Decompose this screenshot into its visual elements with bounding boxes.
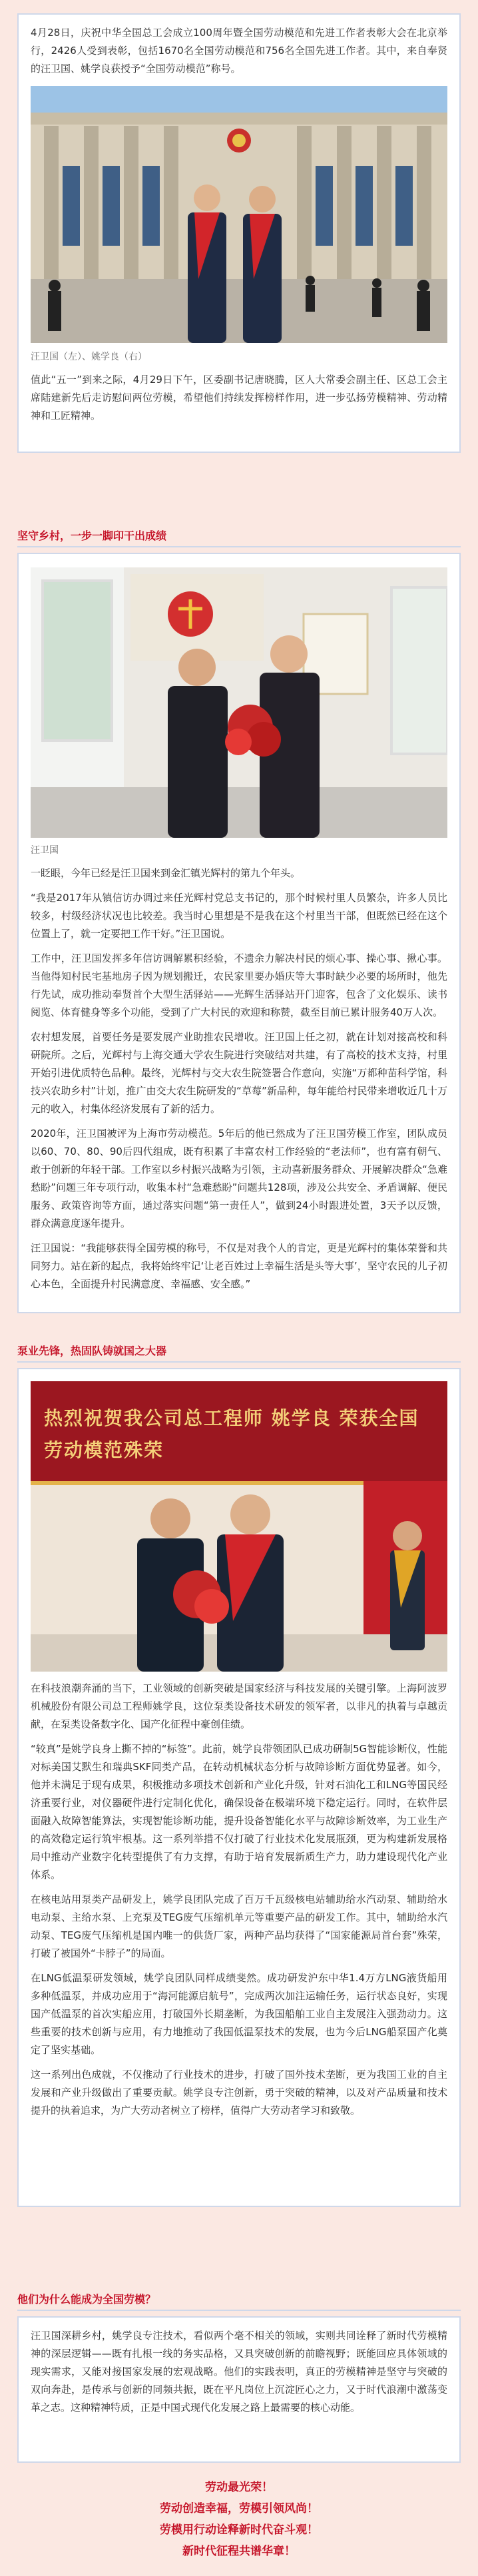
section1-card — [17, 553, 461, 1313]
visit-paragraph: 值此“五一”到来之际，4月29日下午，区委副书记唐晓腾，区人大常委会副主任、区总工会主席陆建新先后走访慰问两位劳模，希望他们持续发挥榜样作用，进一步弘扬劳模精神、劳动精神和工匠精神。 — [31, 374, 447, 422]
photo-caption: 汪卫国 — [31, 845, 59, 856]
section-title: 泵业先锋，热固队铸就国之大器 — [17, 1345, 167, 1357]
section2-paragraph: 这一系列出色成就，不仅推动了行业技术的进步，打破了国外技术垄断，更为我国工业的自主发展和产业升级做出了重要贡献。姚学良专注创新，勇于突破的精神，以及对产品质量和技术提升的执着追求，为广大劳动者树立了榜样，值得广大劳动者学习和致敬。 — [31, 2069, 447, 2116]
intro-card — [17, 13, 461, 453]
award-photo — [31, 86, 447, 343]
great-hall-image — [31, 86, 447, 343]
section1-paragraph: 农村想发展，首要任务是要发展产业助推农民增收。汪卫国上任之初，就在计划对接高校和科研院所。之后，光辉村与上海交通大学农生院进行突破结对共建，有了高校的技术支持，村里开始引进优质特色品种。最终，光辉村与交大农生院签署合作意向，实施“万都种苗科学馆，科技兴农助乡村”计划，推广由交大农生院研发的“草莓”新品种，每年能给村民带来增收近几十万元的收入，村集体经济发展有了新的活力。 — [31, 1031, 447, 1115]
section1-paragraph: 汪卫国说：“我能够获得全国劳模的称号，不仅是对我个人的肯定，更是光辉村的集体荣誉和共同努力。站在新的起点，我将始终牢记‘让老百姓过上幸福生活是头等大事’，坚守农民的儿子初心本色，全面提升村民满意度、幸福感、安全感。” — [31, 1242, 447, 1290]
section2-paragraph: 在核电站用泵类产品研发上，姚学良团队完成了百万千瓦级核电站辅助给水汽动泵、辅助给水电动泵、主给水泵、上充泵及TEG废气压缩机单元等重要产品的研发工作。其中，辅助给水汽动泵、TEG废气压缩机是国内唯一的供货厂家，两种产品均获得了“国家能源局首台套”殊荣，打破了被国外“卡脖子”的局面。 — [31, 1893, 447, 1959]
section1-paragraph: “我是2017年从镇信访办调过来任光辉村党总支书记的，那个时候村里人员繁杂，许多人员比较多，村级经济状况也比较差。我当时心里想是不是我在这个村里当干部，但既然已经在这个位置上了，就一定要把工作干好。”汪卫国说。 — [31, 892, 447, 940]
slogan-line: 劳模用行动诠释新时代奋斗观！ — [160, 2523, 318, 2537]
slogan-line: 劳动创造幸福，劳模引领风尚！ — [160, 2502, 318, 2515]
section-divider — [17, 546, 461, 547]
section3-card — [17, 2316, 461, 2463]
intro-paragraph: 4月28日，庆祝中华全国总工会成立100周年暨全国劳动模范和先进工作者表彰大会在北京举行，2426人受到表彰，包括1670名全国劳动模范和756名全国先进工作者。其中，来自奉贤的汪卫国、姚学良获授予“全国劳动模范”称号。 — [31, 27, 447, 75]
section3-paragraph: 汪卫国深耕乡村，姚学良专注技术，看似两个毫不相关的领域，实则共同诠释了新时代劳模精神的深层逻辑——既有扎根一线的务实品格，又具突破创新的前瞻视野；既能回应具体领域的现实需求，又能对接国家发展的宏观战略。他们的实践表明，真正的劳模精神是坚守与突破的双向奔赴，是传承与创新的同频共振，既在平凡岗位上沉淀匠心之力，又于时代浪潮中激荡变革之志。这种精神特质，正是中国式现代化发展之路上最需要的核心动能。 — [31, 2330, 447, 2414]
ceremony-photo — [31, 1381, 447, 1672]
section-title: 他们为什么能成为全国劳模？ — [17, 2293, 156, 2306]
photo-caption: 汪卫国（左）、姚学良（右） — [31, 352, 147, 362]
section2-paragraph: “较真”是姚学良身上撕不掉的“标签”。此前，姚学良带领团队已成功研制5G智能诊断仪，性能对标美国艾默生和瑞典SKF同类产品，在转动机械状态分析与故障诊断方面优势显著。如今，他并未满足于现有成果，积极推动多项技术创新和产业化升级，针对石油化工和LNG等国民经济重要行业，对仪器硬件进行定制化优化，确保设备在极端环境下稳定运行。同时，在软件层面融入故障智能算法，实现智能诊断功能，提升设备智能化水平与故障诊断效率，为工业生产的高效稳定运行筑牢根基。这一系列举措不仅打破了行业技术化发展瓶颈，更为构建新发展格局中推动产业数字化转型提供了有力支撑，有助于培育发展新质生产力，助力建设现代化产业体系。 — [31, 1743, 447, 1881]
slogan-line: 新时代征程共谱华章！ — [182, 2545, 296, 2558]
slogan-line: 劳动最光荣！ — [205, 2481, 273, 2494]
section1-paragraph: 工作中，汪卫国发挥多年信访调解累积经验，不遗余力解决村民的烦心事、操心事、揪心事。当他得知村民宅基地房子因为规划搬迁，农民家里要办婚庆等大事时缺少必要的场所时，他先行先试，成功推动奉贤首个大型生活驿站——光辉生活驿站开门迎客，包含了文化娱乐、读书阅览、体育健身等多个功能，受到了广大村民的欢迎和称赞，截至目前已累计服务40万人次。 — [31, 952, 447, 1018]
section2-card — [17, 1368, 461, 2207]
section2-paragraph: 在科技浪潮奔涌的当下，工业领域的创新突破是国家经济与科技发展的关键引擎。上海阿波罗机械股份有限公司总工程师姚学良，这位泵类设备技术研发的领军者，以非凡的执着与卓越贡献，在泵类设备数字化、国产化征程中豪创佳绩。 — [31, 1682, 447, 1730]
office-photo-image — [31, 567, 447, 838]
section-title: 坚守乡村，一步一脚印干出成绩 — [17, 529, 167, 542]
section-divider — [17, 2310, 461, 2311]
section-divider — [17, 1361, 461, 1363]
portrait-photo — [31, 567, 447, 838]
banner-text: 热烈祝贺我公司总工程师 姚学良 荣获全国劳动模范殊荣 — [44, 1407, 419, 1461]
section1-paragraph: 一眨眼，今年已经是汪卫国来到金汇镇光辉村的第九个年头。 — [31, 867, 301, 879]
section2-paragraph: 在LNG低温泵研发领域，姚学良团队同样成绩斐然。成功研发沪东中华1.4万方LNG液货船用多种低温泵，并成功应用于“海河能源启航号”，完成两次加注运输任务，运行状态良好，实现国产低温泵的首次实船应用，打破国外长期垄断，为我国船舶工业自主发展注入强劲动力。这些重要的技术创新与应用，有力地推动了我国低温泵技术的发展，也为今后LNG船泵国产化奠定了坚实基础。 — [31, 1972, 447, 2056]
section1-paragraph: 2020年，汪卫国被评为上海市劳动模范。5年后的他已然成为了汪卫国劳模工作室，团队成员以60、70、80、90后四代组成，既有积累了丰富农村工作经验的“老法师”，也有富有朝气、敢于创新的年轻干部。工作室以乡村振兴战略为引领，主动喜新服务群众、开展解决群众“急难愁盼”问题三年专项行动，收集本村“急难愁盼”问题共128项，涉及公共安全、矛盾调解、便民服务、政策咨询等方面，通过落实问题“第一责任人”，做到24小时跟进处置，3天予以反馈，群众满意度逐年提升。 — [31, 1127, 447, 1229]
